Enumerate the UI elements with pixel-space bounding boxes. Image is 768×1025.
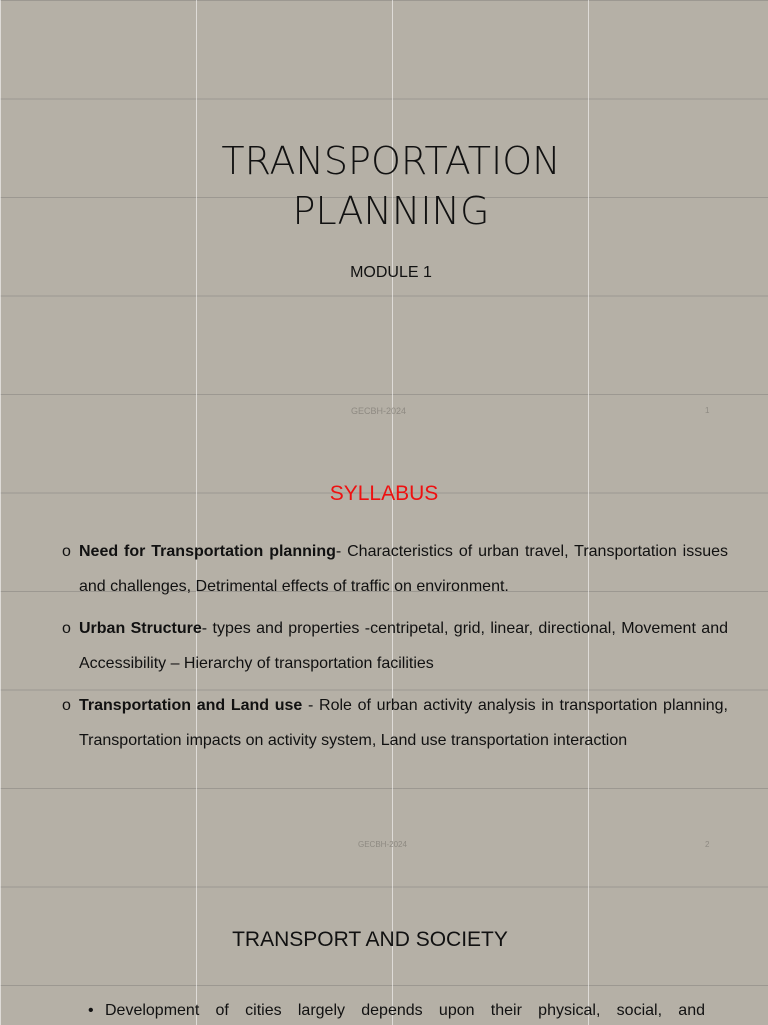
bullet-circle-icon: o	[62, 697, 71, 714]
presentation-title	[0, 136, 768, 236]
syllabus-item	[62, 612, 728, 681]
bullet-circle-icon: o	[62, 620, 71, 637]
slide-footer: GECBH-2024	[358, 840, 407, 849]
syllabus-item	[62, 535, 728, 604]
syllabus-item-text: - types and properties -centripetal, grid, linear, directional, Movement and Accessibility – Hierarchy of transportation facilities	[79, 620, 729, 672]
syllabus-item	[62, 689, 728, 758]
slide-footer: GECBH-2024	[351, 406, 407, 416]
syllabus-heading: SYLLABUS	[329, 482, 439, 505]
list-item-text: Development of cities largely depends upon their physical, social, and	[105, 1002, 705, 1019]
transport-society-heading: TRANSPORT AND SOCIETY	[232, 928, 508, 951]
bullet-dot-icon: •	[88, 1002, 94, 1019]
syllabus-item-title: Need for Transportation planning	[79, 543, 336, 560]
syllabus-list	[62, 535, 728, 766]
title-line-1: TRANSPORTATION	[221, 139, 561, 183]
list-item	[88, 997, 705, 1025]
syllabus-item-title: Transportation and Land use	[79, 697, 303, 714]
bullet-circle-icon: o	[62, 543, 71, 560]
title-line-2: PLANNING	[292, 189, 490, 233]
slide-page-number: 1	[705, 406, 710, 415]
transport-society-list	[88, 997, 705, 1025]
slide-page-number: 2	[705, 840, 710, 849]
syllabus-item-title: Urban Structure	[79, 620, 202, 637]
slide-title	[0, 0, 768, 433]
syllabus-item-text: - Characteristics of urban travel, Transportation issues and challenges, Detrimental effects of traffic on environment.	[79, 543, 728, 595]
syllabus-item-text: - Role of urban activity analysis in transportation planning, Transportation impacts on activity system, Land use transportation interaction	[79, 697, 728, 749]
module-subtitle: MODULE 1	[350, 264, 432, 281]
